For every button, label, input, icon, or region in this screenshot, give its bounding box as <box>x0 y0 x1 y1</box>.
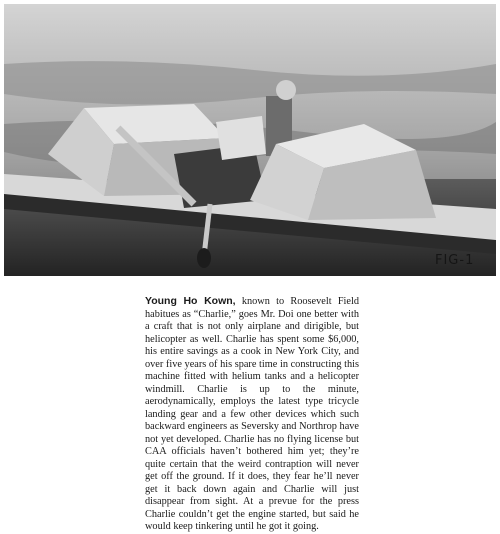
cockpit-panel <box>216 116 266 160</box>
caption-lead: Young Ho Kown, <box>145 295 236 307</box>
aircraft-photograph <box>4 4 496 276</box>
pilot-head <box>276 80 296 100</box>
nose-wheel <box>197 248 211 268</box>
caption-body: known to Roosevelt Field habitues as “Charlie,” goes Mr. Doi one better with a craft that is not only airplane and dirigible, but helicopter as well. Charlie has spent some $6,000, his entire savings as a cook in New York City, and over five years of his spare time in constructing this machine fitted with helium tanks and a helicopter windmill. Charlie is up to the minute, aerodynamically, employs the latest type tricycle landing gear and a few other devices which such backward engineers as Seversky and Northrop have not yet developed. Charlie has no flying license but CAA officials haven’t bothered him yet; they’re quite certain that the weird contraption will never get off the ground. If it does, they fear he’ll never get it back down again and Charlie will just disappear from sight. At a prevue for the press Charlie couldn’t get the engine started, but said he would keep tinkering until he got it going. <box>145 296 359 532</box>
figure-label: FIG-1 <box>435 253 475 268</box>
caption-paragraph <box>145 295 359 534</box>
